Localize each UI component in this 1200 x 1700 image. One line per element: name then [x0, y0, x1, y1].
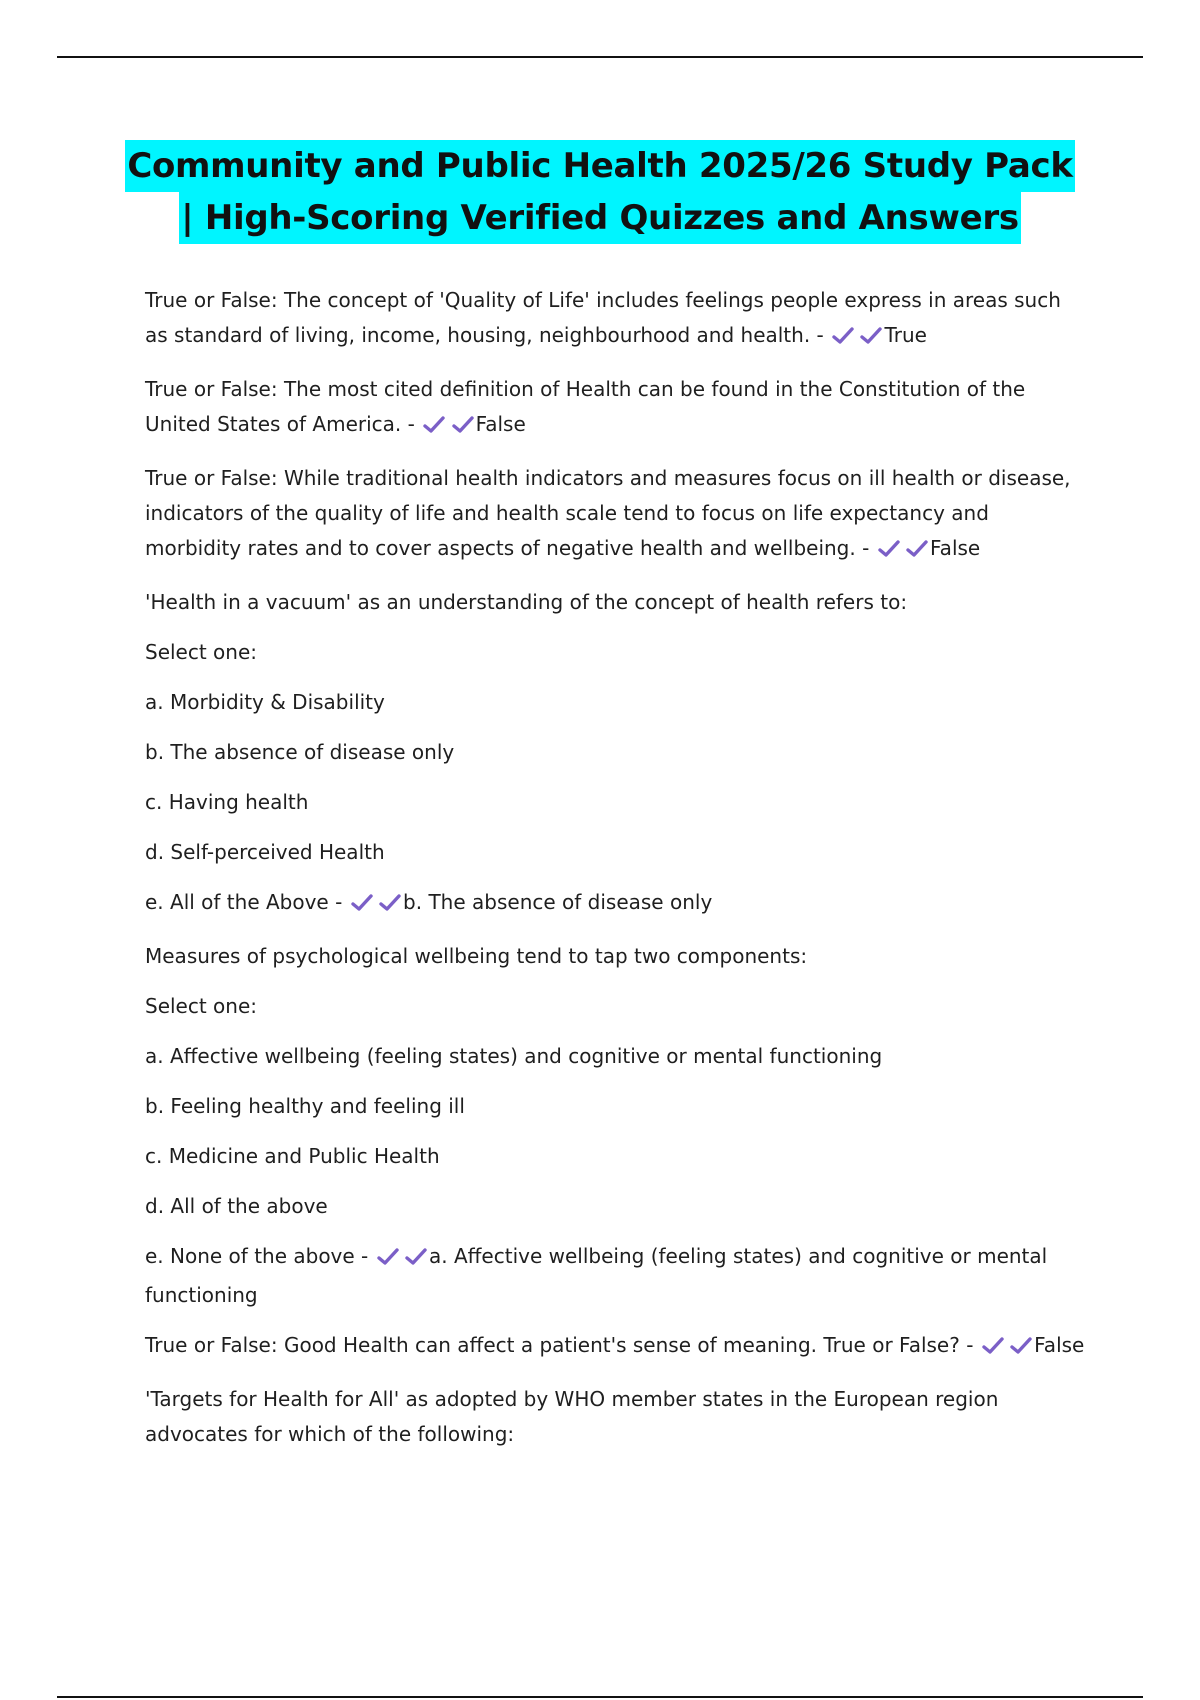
question-text: True or False: While traditional health indicators and measures focus on ill health or disease, indicators of the quality of life and health scale tend to focus on life expectancy and morbidity rates and to cover aspects of negative health and wellbeing. - — [145, 466, 1071, 560]
header-rule — [57, 56, 1143, 58]
question-paragraph — [145, 283, 1085, 357]
question-text: b. The absence of disease only — [145, 740, 455, 764]
question-text: c. Having health — [145, 790, 309, 814]
footer-rule — [57, 1696, 1143, 1698]
title-line-1: Community and Public Health 2025/26 Study Pack — [125, 140, 1074, 192]
answer-text: False — [1034, 1333, 1085, 1357]
question-text: True or False: Good Health can affect a patient's sense of meaning. True or False? - — [145, 1333, 974, 1357]
answer-text: True — [884, 323, 927, 347]
question-text: Select one: — [145, 994, 258, 1018]
question-paragraph — [145, 939, 1085, 974]
question-paragraph — [145, 1382, 1085, 1452]
double-checkmark-icon — [351, 889, 401, 924]
question-text: e. All of the Above - — [145, 890, 343, 914]
question-paragraph — [145, 1039, 1085, 1074]
question-text: e. None of the above - — [145, 1244, 369, 1268]
document-title — [100, 140, 1100, 244]
question-paragraph — [145, 635, 1085, 670]
answer-text: False — [475, 412, 526, 436]
question-text: True or False: The most cited definition of Health can be found in the Constitution of the United States of America. - — [145, 377, 1026, 436]
question-paragraph — [145, 785, 1085, 820]
question-paragraph — [145, 1239, 1085, 1313]
question-paragraph — [145, 735, 1085, 770]
question-paragraph — [145, 1139, 1085, 1174]
question-paragraph — [145, 885, 1085, 924]
double-checkmark-icon — [982, 1332, 1032, 1367]
question-paragraph — [145, 1089, 1085, 1124]
question-text: Measures of psychological wellbeing tend to tap two components: — [145, 944, 808, 968]
question-text: 'Health in a vacuum' as an understanding of the concept of health refers to: — [145, 590, 908, 614]
title-line-2: | High-Scoring Verified Quizzes and Answers — [179, 192, 1021, 244]
question-list — [145, 283, 1085, 1467]
question-paragraph — [145, 1189, 1085, 1224]
question-paragraph — [145, 585, 1085, 620]
question-text: a. Morbidity & Disability — [145, 690, 385, 714]
question-text: 'Targets for Health for All' as adopted by WHO member states in the European region advocates for which of the following: — [145, 1387, 999, 1446]
answer-text: a. Affective wellbeing (feeling states) and cognitive or mental functioning — [145, 1244, 1048, 1307]
question-text: a. Affective wellbeing (feeling states) and cognitive or mental functioning — [145, 1044, 883, 1068]
question-text: True or False: The concept of 'Quality of Life' includes feelings people express in areas such as standard of living, income, housing, neighbourhood and health. - — [145, 288, 1061, 347]
double-checkmark-icon — [832, 322, 882, 357]
question-paragraph — [145, 989, 1085, 1024]
question-paragraph — [145, 372, 1085, 446]
question-text: c. Medicine and Public Health — [145, 1144, 440, 1168]
answer-text: False — [930, 536, 981, 560]
question-text: Select one: — [145, 640, 258, 664]
question-paragraph — [145, 461, 1085, 570]
question-text: d. Self-perceived Health — [145, 840, 385, 864]
answer-text: b. The absence of disease only — [403, 890, 713, 914]
double-checkmark-icon — [377, 1243, 427, 1278]
double-checkmark-icon — [423, 411, 473, 446]
question-paragraph — [145, 685, 1085, 720]
double-checkmark-icon — [878, 535, 928, 570]
question-text: b. Feeling healthy and feeling ill — [145, 1094, 465, 1118]
question-text: d. All of the above — [145, 1194, 328, 1218]
question-paragraph — [145, 835, 1085, 870]
question-paragraph — [145, 1328, 1085, 1367]
